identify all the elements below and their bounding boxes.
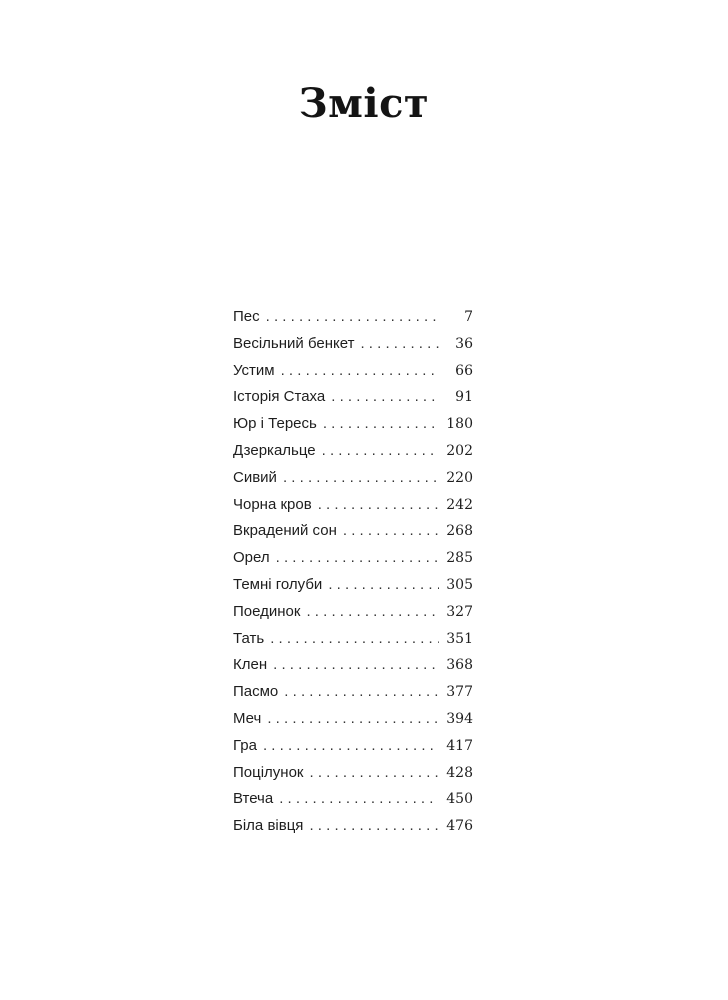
entry-title: Втеча: [233, 790, 274, 808]
dot-leader: [323, 415, 439, 432]
toc-entry: [233, 737, 473, 764]
entry-title: Біла вівця: [233, 817, 304, 835]
entry-title: Устим: [233, 361, 275, 379]
page-number: 202: [446, 442, 473, 459]
page-number: 450: [446, 791, 473, 808]
page-number: 66: [455, 362, 473, 379]
entry-title: Поцілунок: [233, 763, 304, 781]
toc-entry: [233, 817, 473, 844]
page-number: 7: [464, 309, 473, 325]
dot-leader: [328, 576, 439, 593]
entry-title: Чорна кров: [233, 495, 312, 513]
entry-title: Орел: [233, 549, 270, 567]
entry-title: Юр і Тересь: [233, 415, 317, 433]
dot-leader: [270, 630, 439, 647]
page-number: 305: [446, 576, 473, 593]
page-number: 91: [455, 389, 473, 406]
table-of-contents: [233, 308, 473, 844]
dot-leader: [276, 549, 439, 566]
toc-entry: [233, 388, 473, 415]
page-number: 351: [446, 630, 473, 647]
toc-entry: [233, 308, 473, 335]
page-number: 428: [446, 764, 473, 781]
entry-title: Історія Стаха: [233, 388, 326, 406]
toc-entry: [233, 522, 473, 549]
entry-title: Поединок: [233, 602, 301, 620]
entry-title: Темні голуби: [233, 575, 323, 593]
entry-title: Пасмо: [233, 683, 279, 701]
entry-title: Меч: [233, 709, 262, 727]
page-title: Зміст: [298, 80, 430, 127]
dot-leader: [273, 656, 439, 673]
toc-entry: [233, 576, 473, 603]
page-number: 327: [446, 603, 473, 620]
entry-title: Вкрадений сон: [233, 522, 337, 540]
entry-title: Пес: [233, 308, 260, 325]
entry-title: Клен: [233, 656, 268, 674]
dot-leader: [263, 737, 439, 754]
toc-entry: [233, 630, 473, 657]
page-number: 377: [446, 684, 473, 701]
page-number: 476: [446, 818, 473, 835]
toc-entry: [233, 790, 473, 817]
page-number: 220: [446, 469, 473, 486]
dot-leader: [281, 362, 439, 379]
dot-leader: [266, 308, 439, 325]
dot-leader: [306, 603, 439, 620]
dot-leader: [322, 442, 439, 459]
page-number: 368: [446, 657, 473, 674]
toc-entry: [233, 496, 473, 523]
dot-leader: [309, 817, 439, 834]
page-number: 36: [455, 335, 473, 352]
dot-leader: [343, 522, 439, 539]
toc-entry: [233, 710, 473, 737]
toc-entry: [233, 549, 473, 576]
dot-leader: [284, 683, 439, 700]
page-number: 417: [446, 737, 473, 754]
toc-entry: [233, 469, 473, 496]
page-number: 394: [446, 710, 473, 727]
toc-entry: [233, 362, 473, 389]
toc-entry: [233, 442, 473, 469]
toc-entry: [233, 656, 473, 683]
dot-leader: [310, 764, 440, 781]
dot-leader: [331, 388, 439, 405]
dot-leader: [279, 790, 439, 807]
entry-title: Весільний бенкет: [233, 334, 355, 352]
dot-leader: [267, 710, 439, 727]
entry-title: Гра: [233, 736, 257, 754]
toc-entry: [233, 415, 473, 442]
page-number: 180: [446, 416, 473, 433]
toc-entry: [233, 764, 473, 791]
page-number: 242: [446, 496, 473, 513]
entry-title: Дзеркальце: [233, 441, 316, 459]
toc-entry: [233, 683, 473, 710]
page-number: 285: [446, 550, 473, 567]
dot-leader: [318, 496, 439, 513]
page-number: 268: [446, 523, 473, 540]
entry-title: Тать: [233, 629, 265, 647]
entry-title: Сивий: [233, 468, 277, 486]
toc-entry: [233, 335, 473, 362]
toc-entry: [233, 603, 473, 630]
dot-leader: [360, 335, 439, 352]
dot-leader: [283, 469, 439, 486]
